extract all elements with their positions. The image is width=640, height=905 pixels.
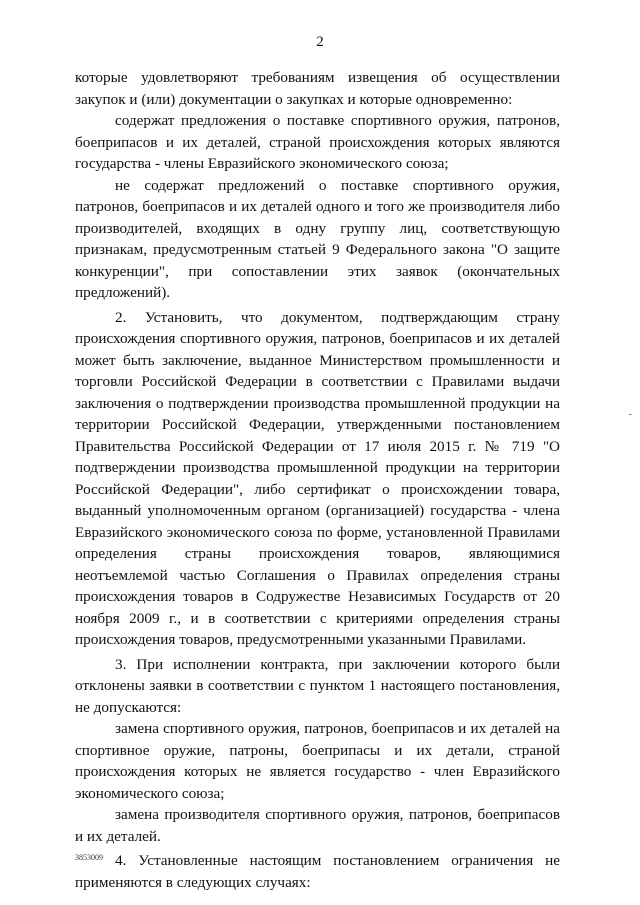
paragraph-replacement-goods: замена спортивного оружия, патронов, боеприпасов и их деталей на спортивное оружие, патроны, боеприпасы и их детали, страной происхождения которых не является государство - член Евразийского экономического союза;	[75, 720, 560, 802]
paragraph-replacement-manufacturer: замена производителя спортивного оружия, патронов, боеприпасов и их деталей.	[75, 806, 560, 845]
document-code: 3853009	[75, 853, 103, 862]
paragraph-item-4: 4. Установленные настоящим постановлением ограничения не применяются в следующих случаях:	[75, 852, 560, 891]
document-body	[75, 67, 560, 893]
paragraph-item-2: 2. Установить, что документом, подтверждающим страну происхождения спортивного оружия, патронов, боеприпасов и их деталей может быть заключение, выданное Министерством промышленности и торговли Российской Федерации в соответствии с Правилами выдачи заключения о подтверждении производства промышленной продукции на территории Российской Федерации, утвержденными постановлением Правительства Российской Федерации от 17 июля 2015 г. № 719 "О подтверждении производства промышленной продукции на территории Российской Федерации", либо сертификат о происхождении товара, выданный уполномоченным органом (организацией) государства - члена Евразийского экономического союза по форме, установленной Правилами определения страны происхождения товаров, являющимися неотъемлемой частью Соглашения о Правилах определения страны происхождения товаров в Содружестве Независимых Государств от 20 ноября 2009 г., и в соответствии с критериями определения страны происхождения товаров, предусмотренными указанными Правилами.	[75, 308, 560, 648]
page-number: 2	[316, 34, 324, 50]
paragraph-no-same-manufacturer: не содержат предложений о поставке спортивного оружия, патронов, боеприпасов и их деталей одного и того же производителя либо производителей, входящих в одну группу лиц, соответствующую признакам, предусмотренным статьей 9 Федерального закона "О защите конкуренции", при сопоставлении этих заявок (окончательных предложений).	[75, 176, 560, 301]
paragraph-contains-eaeu-goods: содержат предложения о поставке спортивного оружия, патронов, боеприпасов и их деталей, страной происхождения которых являются государства - члены Евразийского экономического союза;	[75, 112, 560, 172]
paragraph-item-3: 3. При исполнении контракта, при заключении которого были отклонены заявки в соответствии с пунктом 1 настоящего постановления, не допускаются:	[75, 655, 560, 716]
margin-mark: -	[628, 409, 632, 420]
paragraph-continuation: которые удовлетворяют требованиям извещения об осуществлении закупок и (или) документации о закупках и которые одновременно:	[75, 69, 560, 108]
